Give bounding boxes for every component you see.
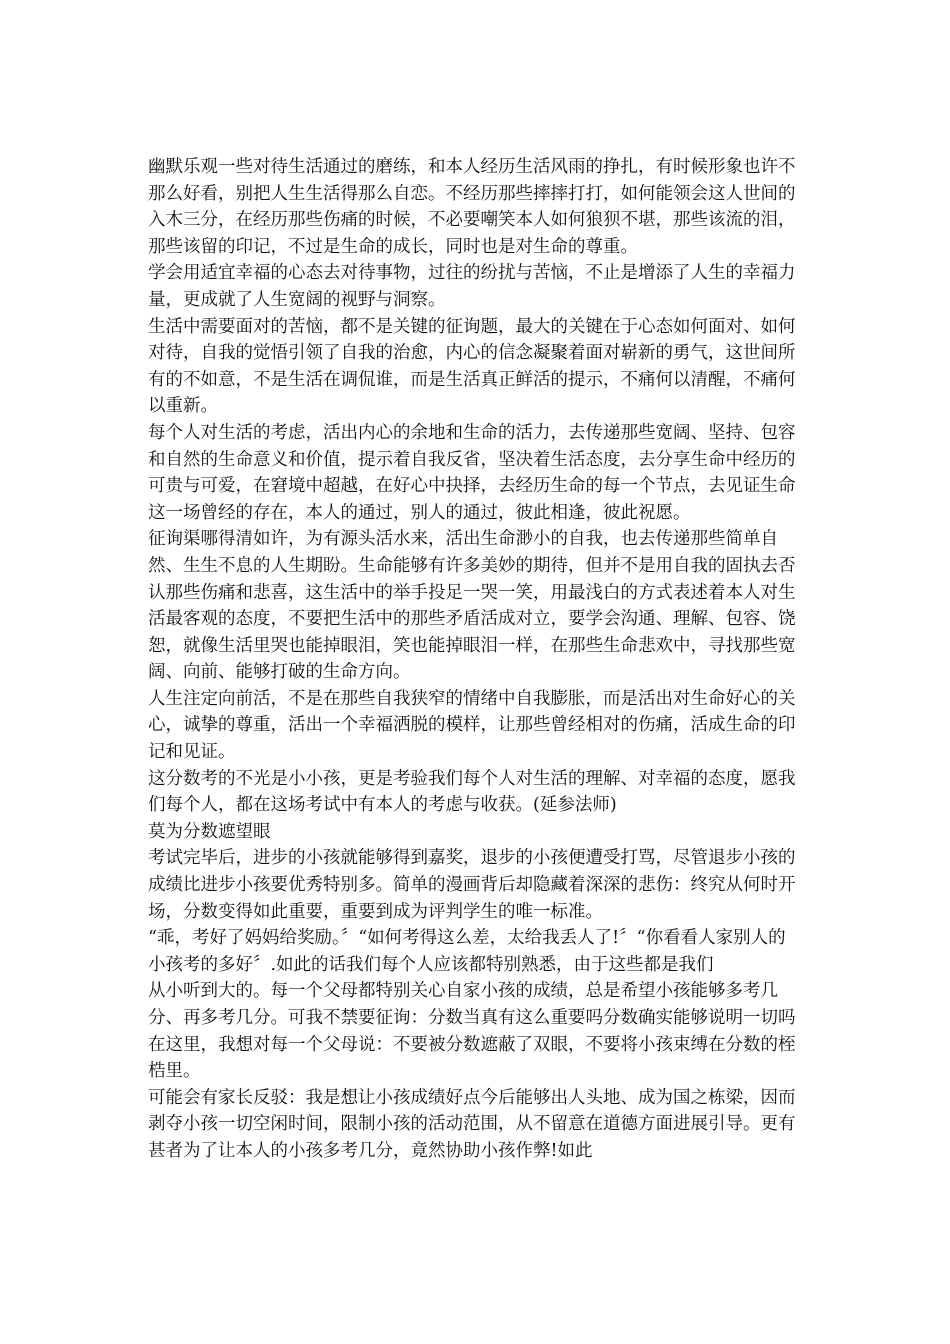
section-title: 莫为分数遮望眼	[148, 821, 271, 842]
paragraph-exam-results: 考试完毕后，进步的小孩就能够得到嘉奖，退步的小孩便遭受打骂，尽管退步小孩的成绩比进步小孩要优秀特别多。简单的漫画背后却隐藏着深深的悲伤：终究从何时开场，分数变得如此重要，重要到成为评判学生的唯一标准。	[148, 848, 796, 922]
paragraph-living-water: 征询渠哪得清如许，为有源头活水来，活出生命渺小的自我，也去传递那些简单自然、生生不息的人生期盼。生命能够有许多美妙的期待，但并不是用自我的固执去否认那些伤痛和悲喜，这生活中的举手投足一哭一笑，用最浅白的方式表述着本人对生活最客观的态度，不要把生活中的那些矛盾活成对立，要学会沟通、理解、包容、饶恕，就像生活里哭也能掉眼泪，笑也能掉眼泪一样，在那些生命悲欢中，寻找那些宽阔、向前、能够打破的生命方向。	[148, 529, 796, 683]
paragraph-life-reflection: 每个人对生活的考虑，活出内心的余地和生命的活力，去传递那些宽阔、坚持、包容和自然的生命意义和价值，提示着自我反省，坚决着生活态度，去分享生命中经历的可贵与可爱，在窘境中超越，在好心中抉择，去经历生命的每一个节点，去见证生命这一场曾经的存在，本人的通过，别人的通过，彼此相逢，彼此祝愿。	[148, 422, 796, 523]
paragraph-facing-troubles: 生活中需要面对的苦恼，都不是关键的征询题，最大的关键在于心态如何面对、如何对待，自我的觉悟引领了自我的治愈，内心的信念凝聚着面对崭新的勇气，这世间所有的不如意，不是生活在调侃谁，而是生活真正鲜活的提示，不痛何以清醒，不痛何以重新。	[148, 316, 796, 417]
paragraph-parent-rebuttal: 可能会有家长反驳：我是想让小孩成绩好点今后能够出人头地、成为国之栋梁，因而剥夺小孩一切空闲时间，限制小孩的活动范围，从不留意在道德方面进展引导。更有甚者为了让本人的小孩多考几分，竟然协助小孩作弊!如此	[148, 1087, 796, 1161]
paragraph-live-forward: 人生注定向前活，不是在那些自我狭窄的情绪中自我膨胀，而是活出对生命好心的关心，诚挚的尊重，活出一个幸福洒脱的模样，让那些曾经相对的伤痛，活成生命的印记和见证。	[148, 688, 796, 763]
paragraph-score-test: 这分数考的不光是小小孩，更是考验我们每个人对生活的理解、对幸福的态度，愿我们每个人，都在这场考试中有本人的考虑与收获。(延参法师)	[148, 768, 796, 816]
paragraph-parent-quotes: “乖，考好了妈妈给奖励。〞“如何考得这么差，太给我丢人了!〞“你看看人家别人的小孩考的多好〞.如此的话我们每个人应该都特别熟悉，由于这些都是我们	[148, 928, 786, 975]
paragraph-humor-optimism: 幽默乐观一些对待生活通过的磨练，和本人经历生活风雨的挣扎，有时候形象也许不那么好看，别把人生生活得那么自恋。不经历那些摔摔打打，如何能领会这人世间的入木三分，在经历那些伤痛的时候，不必要嘲笑本人如何狼狈不堪，那些该流的泪，那些该留的印记，不过是生命的成长，同时也是对生命的尊重。	[148, 157, 796, 257]
document-body	[148, 154, 800, 1165]
paragraph-happy-mindset: 学会用适宜幸福的心态去对待事物，过往的纷扰与苦恼，不止是增添了人生的幸福力量，更成就了人生宽阔的视野与洞察。	[148, 263, 796, 310]
paragraph-parents-care: 从小听到大的。每一个父母都特别关心自家小孩的成绩，总是希望小孩能够多考几分、再多考几分。可我不禁要征询：分数当真有这么重要吗分数确实能够说明一切吗在这里，我想对每一个父母说：不要被分数遮蔽了双眼，不要将小孩束缚在分数的桎梏里。	[148, 981, 796, 1082]
